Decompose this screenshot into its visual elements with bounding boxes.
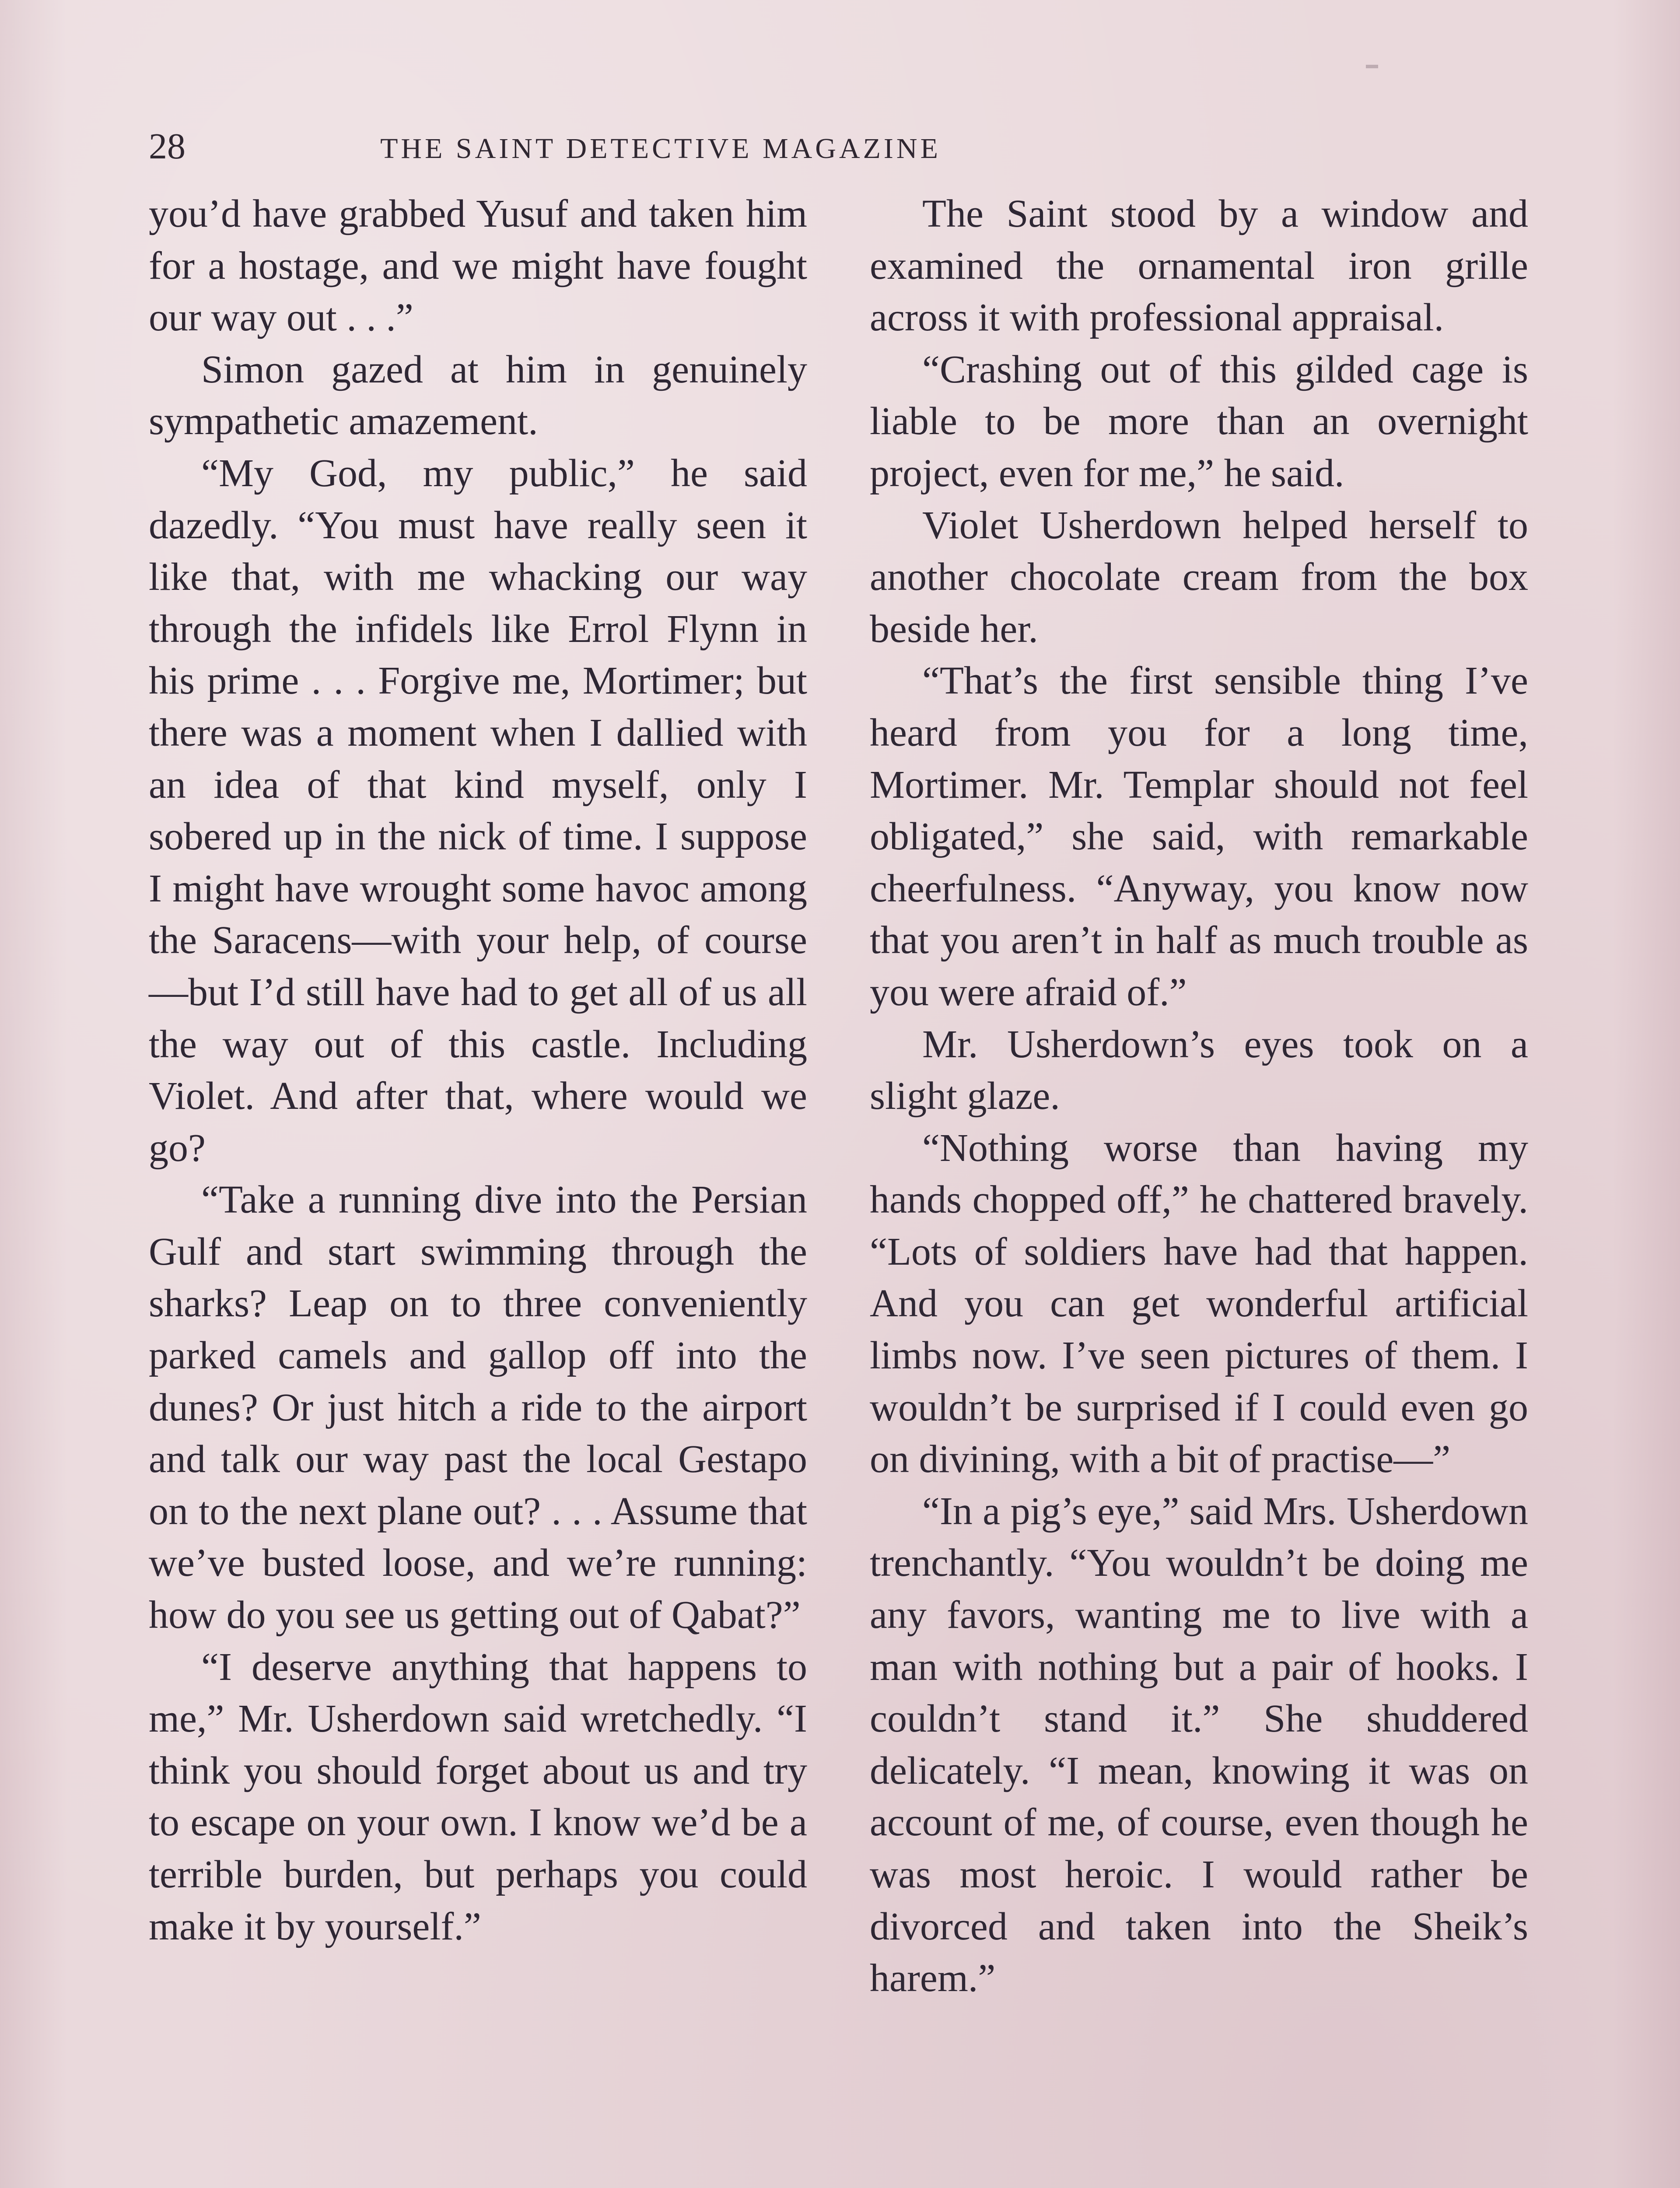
paragraph: “In a pig’s eye,” said Mrs. Usherdown trenchantly. “You wouldn’t be doing me any favors, wanting me to live with a man with nothing but a pair of hooks. I couldn’t stand it.” She shuddered delicately. “I mean, knowing it was on account of me, of course, even though he was most heroic. I would rather be divorced and taken into the Sheik’s harem.” (870, 1489, 1528, 2000)
left-column (149, 188, 807, 1953)
running-head (149, 125, 1172, 173)
paragraph: “Crashing out of this gilded cage is liable to be more than an overnight project, even for me,” he said. (870, 347, 1528, 495)
paragraph: “I deserve anything that happens to me,” Mr. Usherdown said wretchedly. “I think you should forget about us and try to escape on your own. I know we’d be a terrible burden, but perhaps you could make it by yourself.” (149, 1645, 807, 1948)
right-column (870, 188, 1528, 2005)
paragraph: “My God, my public,” he said dazedly. “You must have really seen it like that, with me whacking our way through the infidels like Errol Flynn in his prime . . . Forgive me, Mortimer; but there was a moment when I dallied with an idea of that kind myself, only I sobered up in the nick of time. I suppose I might have wrought some havoc among the Saracens—with your help, of course—but I’d still have had to get all of us all the way out of this castle. Including Violet. And after that, where would we go? (149, 451, 807, 1170)
paragraph: you’d have grabbed Yusuf and taken him for a hostage, and we might have fought our way out . . .” (149, 192, 807, 340)
page-number: 28 (149, 126, 186, 167)
paragraph: Mr. Usherdown’s eyes took on a slight glaze. (870, 1022, 1528, 1118)
magazine-title: THE SAINT DETECTIVE MAGAZINE (380, 133, 941, 165)
paragraph: “That’s the first sensible thing I’ve heard from you for a long time, Mortimer. Mr. Templar should not feel obligated,” she said, with remarkable cheerfulness. “Anyway, you know now that you aren’t in half as much trouble as you were afraid of.” (870, 659, 1528, 1014)
paper-mark (1366, 65, 1378, 68)
paragraph: “Nothing worse than having my hands chopped off,” he chattered bravely. “Lots of soldiers have had that happen. And you can get wonderful artificial limbs now. I’ve seen pictures of them. I wouldn’t be surprised if I could even go on divining, with a bit of practise—” (870, 1126, 1528, 1481)
paragraph: The Saint stood by a window and examined the ornamental iron grille across it with professional appraisal. (870, 192, 1528, 340)
paragraph: Simon gazed at him in genuinely sympathetic amazement. (149, 347, 807, 443)
paragraph: “Take a running dive into the Persian Gulf and start swimming through the sharks? Leap on to three conveniently parked camels and gallop off into the dunes? Or just hitch a ride to the airport and talk our way past the local Gestapo on to the next plane out? . . . Assume that we’ve busted loose, and we’re running: how do you see us getting out of Qabat?” (149, 1178, 807, 1637)
paragraph: Violet Usherdown helped herself to another chocolate cream from the box beside her. (870, 503, 1528, 651)
